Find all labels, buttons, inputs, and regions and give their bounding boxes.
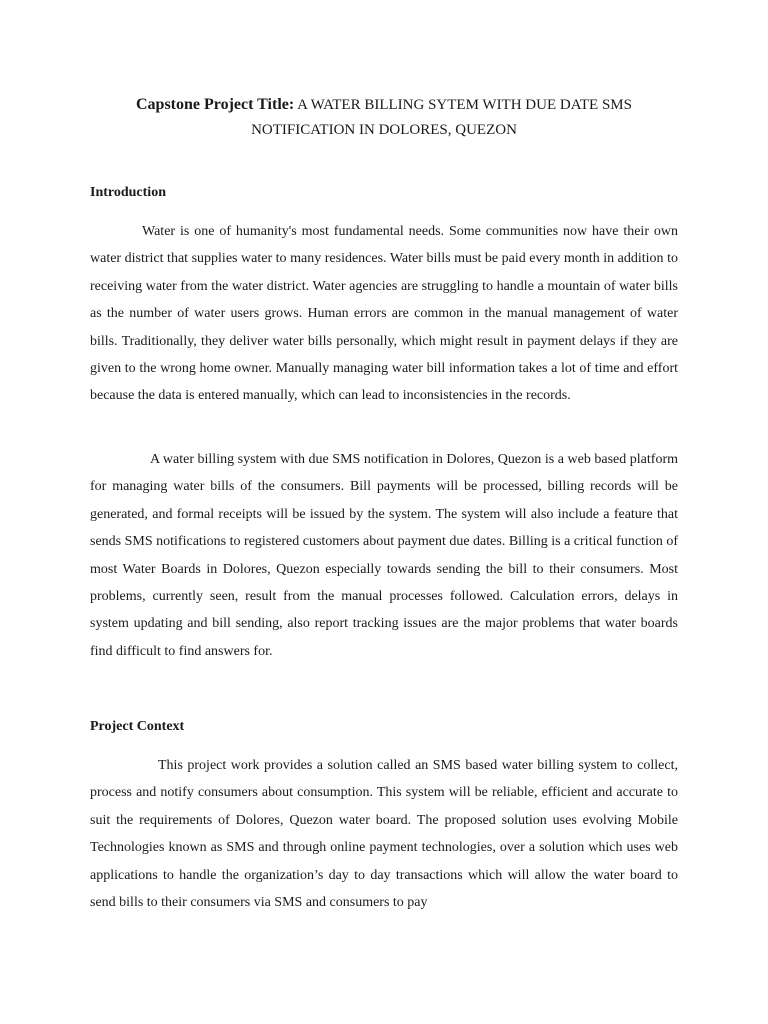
- project-context-paragraph-1: This project work provides a solution called an SMS based water billing system to collect, process and notify consumers about consumption. This system will be reliable, efficient and accurate to suit the requirements of Dolores, Quezon water board. The proposed solution uses evolving Mobile Technologies known as SMS and through online payment technologies, over a solution which uses web applications to handle the organization’s day to day transactions which will allow the water board to send bills to their consumers via SMS and consumers to pay: [90, 758, 678, 911]
- introduction-paragraph-2: A water billing system with due SMS notification in Dolores, Quezon is a web based platform for managing water bills of the consumers. Bill payments will be processed, billing records will be generated, and formal receipts will be issued by the system. The system will also include a feature that sends SMS notifications to registered customers about payment due dates. Billing is a critical function of most Water Boards in Dolores, Quezon especially towards sending the bill to their consumers. Most problems, currently seen, result from the manual processes followed. Calculation errors, delays in system updating and bill sending, also report tracking issues are the major problems that water boards find difficult to find answers for.: [90, 452, 678, 659]
- section-heading-introduction: Introduction: [90, 185, 166, 200]
- section-heading-project-context: Project Context: [90, 719, 185, 734]
- title-label: Capstone Project Title:: [136, 96, 295, 113]
- introduction-paragraph-1: Water is one of humanity's most fundamental needs. Some communities now have their own water district that supplies water to many residences. Water bills must be paid every month in addition to receiving water from the water district. Water agencies are struggling to handle a mountain of water bills as the number of water users grows. Human errors are common in the manual management of water bills. Traditionally, they deliver water bills personally, which might result in payment delays if they are given to the wrong home owner. Manually managing water bill information takes a lot of time and effort because the data is entered manually, which can lead to inconsistencies in the records.: [90, 224, 678, 404]
- document-title: [90, 92, 678, 143]
- title-text: A WATER BILLING SYTEM WITH DUE DATE SMS NOTIFICATION IN DOLORES, QUEZON: [251, 97, 632, 138]
